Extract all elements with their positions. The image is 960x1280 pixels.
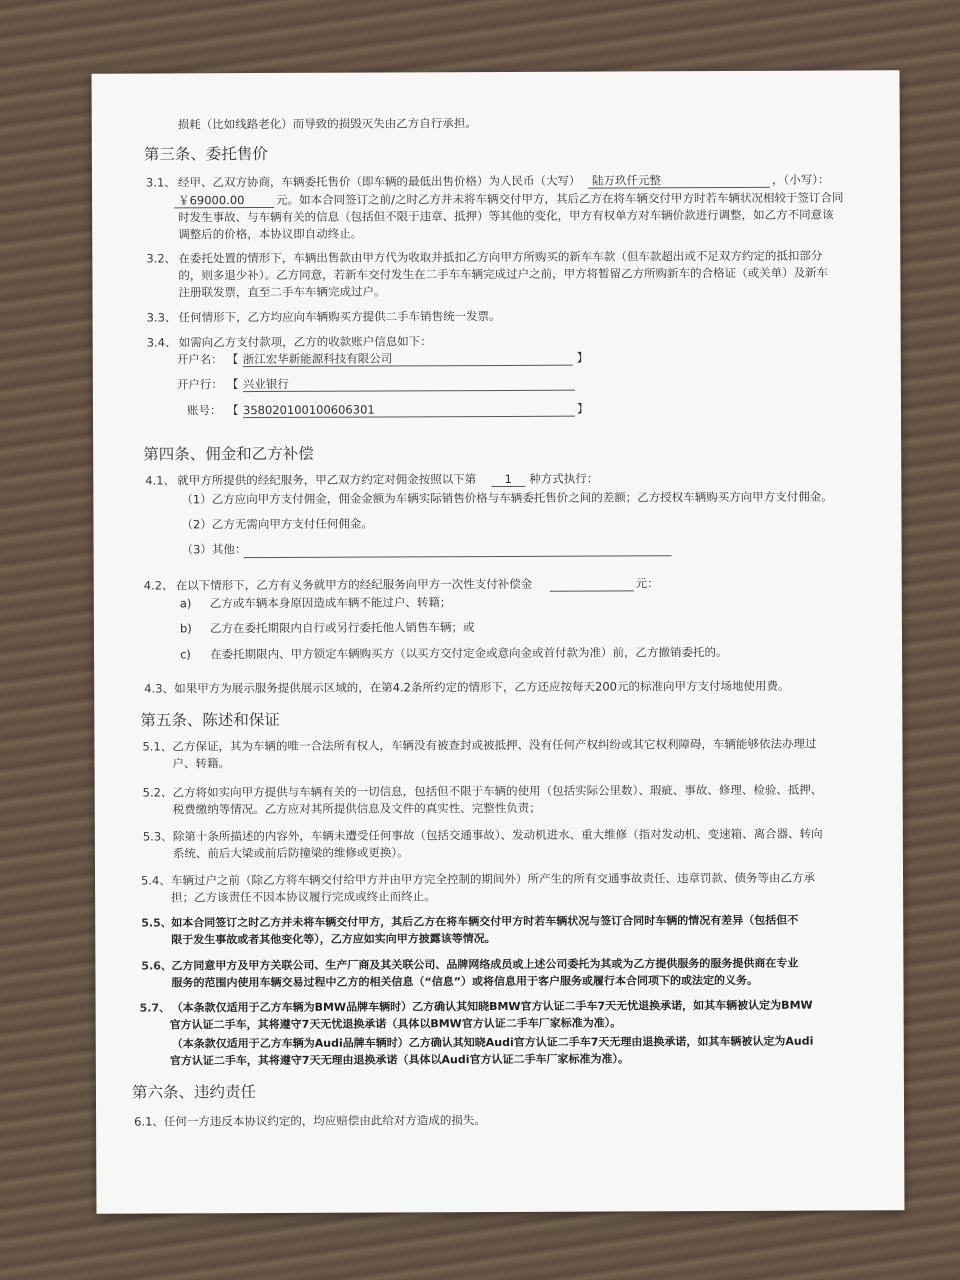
- clause-3-1-number: 3.1、: [145, 175, 176, 190]
- clause-5-2-line-1: 乙方将如实向甲方提供与车辆有关的一切信息，包括但不限于车辆的使用（包括实际公里数）、瑕疵、事故、修理、检验、抵押、: [172, 782, 823, 800]
- clause-5-4-line-2: 担；乙方该责任不因本协议履行完成或终止而终止。: [171, 889, 436, 905]
- clause-3-2-number: 3.2、: [146, 251, 177, 266]
- clause-5-7-line-1: （本条款仅适用于乙方车辆为BMW品牌车辆时）乙方确认其知晓BMW官方认证二手车7天无忧退换承诺，如其车辆被认定为BMW: [171, 998, 813, 1015]
- clause-4-1-line-1-end: 种方式执行：: [529, 471, 599, 486]
- clause-5-5-line-2: 限于发生事故或者其他变化等），乙方应如实向甲方披露该等情况。: [171, 932, 496, 947]
- commission-option-1: （1）乙方应向甲方支付佣金，佣金金额为车辆实际销售价格与车辆委托售价之间的差额；乙方授权车辆购买方向甲方支付佣金。: [181, 489, 833, 507]
- clause-4-2-line-1: 在以下情形下，乙方有义务就甲方的经纪服务向甲方一次性支付补偿金: [175, 576, 533, 593]
- clause-3-2-line-1: 在委托处置的情形下，车辆出售款由甲方代为收取并抵扣乙方向甲方所购买的新车车款（但车款超出或不足双方约定的抵扣部分: [178, 248, 823, 266]
- item-a-marker: a): [179, 596, 192, 611]
- clause-5-3-number: 5.3、: [142, 829, 173, 844]
- clause-3-3-line-1: 任何情形下，乙方均应向车辆购买方提供二手车销售统一发票。: [178, 308, 501, 325]
- clause-5-3-line-1: 除第十条所描述的内容外，车辆未遭受任何事故（包括交通事故）、发动机进水、重大维修（指对发动机、变速箱、离合器、转向: [172, 826, 823, 844]
- commission-option-field: 1: [491, 472, 525, 487]
- item-b-marker: b): [179, 621, 192, 636]
- contract-page: [92, 70, 905, 1214]
- lead-line: 损耗（比如线路老化）而导致的损毁灭失由乙方自行承担。: [177, 116, 477, 132]
- clause-3-2-line-2: 的，则多退少补）。乙方同意，若新车交付发生在二手车车辆完成过户之前，甲方将暂留乙方所购新车的合格证（或关单）及新车: [178, 265, 829, 283]
- clause-5-4-number: 5.4、: [141, 873, 171, 888]
- clause-3-4-line-1: 如需向乙方支付款项，乙方的收款账户信息如下：: [178, 334, 432, 350]
- clause-3-2-line-3: 注册联发票，直至二手车车辆完成过户。: [178, 284, 386, 300]
- clause-5-7-line-2: 官方认证二手车，其将遵守7天无忧退换承诺（具体以BMW官方认证二手车厂家标准为准）。: [169, 1016, 622, 1032]
- clause-3-3-number: 3.3、: [146, 310, 177, 325]
- clause-4-3-number: 4.3、: [144, 681, 175, 696]
- commission-option-3-label: （3）其他：: [181, 542, 247, 557]
- commission-option-3-blank: [244, 555, 672, 558]
- article-4-title: 第四条、佣金和乙方补偿: [143, 444, 314, 464]
- clause-4-1-number: 4.1、: [145, 473, 176, 488]
- clause-3-4-number: 3.4、: [146, 335, 177, 350]
- clause-5-4-line-1: 车辆过户之前（除乙方将车辆交付给甲方并由甲方完全控制的期间外）所产生的所有交通事故责任、违章罚款、债务等由乙方承: [171, 870, 816, 888]
- clause-4-1-line-1: 就甲方所提供的经纪服务，甲乙双方约定对佣金按照以下第: [177, 472, 477, 488]
- item-b-text: 乙方在委托期限内自行或另行委托他人销售车辆；或: [209, 620, 475, 636]
- clause-6-1-line-1: 6.1、任何一方违反本协议约定的，均应赔偿由此给对方造成的损失。: [134, 1113, 486, 1129]
- bank-bracket-open: 【: [226, 377, 239, 392]
- compensation-amount-blank: [550, 590, 634, 591]
- price-upper-field: 陆万玖仟元整: [588, 173, 770, 189]
- clause-5-5-line-1: 如本合同签订之时乙方并未将车辆交付甲方，其后乙方在将车辆交付甲方时若车辆状况与签订合同时车辆的情况有差异（包括但不: [171, 913, 799, 930]
- article-6-title: 第六条、违约责任: [131, 1083, 257, 1102]
- clause-5-6-line-1: 乙方同意甲方及甲方关联公司、生产厂商及其关联公司、品牌网络成员或上述公司委托为其或为乙方提供服务的服务提供商在专业: [171, 956, 799, 973]
- clause-5-6-number: 5.6、: [141, 959, 172, 973]
- clause-5-2-line-2: 税费缴纳等情况。乙方应对其所提供信息及文件的真实性、完整性负责；: [172, 800, 541, 817]
- item-a-text: 乙方或车辆本身原因造成车辆不能过户、转籍；: [209, 595, 452, 611]
- commission-option-2: （2）乙方无需向甲方支付任何佣金。: [181, 516, 373, 532]
- clause-4-3-line-1: 如果甲方为展示服务提供展示区域的，在第4.2条所约定的情形下，乙方还应按每天200元的标准向甲方支付场地使用费。: [174, 678, 790, 696]
- clause-3-1-line-1: 经甲、乙双方协商，车辆委托售价（即车辆的最低出售价格）为人民币（大写）: [177, 173, 581, 190]
- clause-3-1-line-3: 时发生事故、与车辆有关的信息（包括但不限于违章、抵押）等其他的变化，甲方有权单方对车辆价款进行调整，如乙方不同意该: [178, 207, 834, 225]
- price-lower-field: ￥69000.00: [174, 193, 274, 208]
- clause-5-3-line-2: 系统、前后大梁或前后防撞梁的维修或更换）。: [172, 845, 409, 861]
- clause-3-1-line-1-end: ，（小写）：: [771, 172, 830, 187]
- account-number-bracket-close: 】: [576, 401, 589, 416]
- clause-5-1-number: 5.1、: [142, 739, 173, 754]
- account-name-bracket-open: 【: [226, 352, 239, 367]
- account-number-label: 账号：: [186, 403, 222, 418]
- bank-field: 兴业银行: [243, 376, 575, 392]
- clause-4-2-number: 4.2、: [143, 578, 174, 593]
- item-c-marker: c): [180, 647, 191, 662]
- clause-5-7-line-4: 官方认证二手车，其将遵守7天无理由退换承诺（具体以Audi官方认证二手车厂家标准为准）。: [169, 1052, 629, 1068]
- article-3-title: 第三条、委托售价: [143, 144, 268, 164]
- clause-4-2-line-1-end: 元：: [635, 576, 659, 591]
- account-name-label: 开户名：: [176, 352, 223, 367]
- clause-5-7-line-3: （本条款仅适用于乙方车辆为Audi品牌车辆时）乙方确认其知晓Audi官方认证二手车7天无理由退换承诺，如其车辆被认定为Audi: [171, 1034, 814, 1051]
- account-number-bracket-open: 【: [226, 403, 239, 418]
- clause-5-6-line-2: 服务的范围内使用车辆交易过程中乙方的相关信息（“信息”）或将信息用于客户服务或履行本合同项下的或法定的义务。: [171, 973, 758, 990]
- clause-5-5-number: 5.5、: [141, 916, 172, 930]
- bank-label: 开户行：: [176, 377, 223, 392]
- clause-3-1-line-2: 元。如本合同签订之前/之时乙方并未将车辆交付甲方，其后乙方在将车辆交付甲方时若车辆状况相较于签订合同: [276, 190, 844, 207]
- clause-3-1-line-4: 调整后的价格，本协议即自动终止。: [178, 226, 363, 242]
- clause-5-1-line-1: 乙方保证，其为车辆的唯一合法所有权人，车辆没有被查封或被抵押、没有任何产权纠纷或其它权利障碍，车辆能够依法办理过: [172, 736, 817, 754]
- clause-5-2-number: 5.2、: [142, 785, 173, 800]
- item-c-text: 在委托期限内、甲方锁定车辆购买方（以买方交付定金或意向金或首付款为准）前，乙方撤销委托的。: [210, 644, 728, 662]
- account-name-bracket-close: 】: [576, 350, 589, 365]
- clause-5-7-number: 5.7、: [139, 1001, 171, 1015]
- clause-5-1-line-2: 户、转籍。: [172, 756, 231, 771]
- account-number-field: 358020100100606301: [243, 402, 575, 418]
- account-name-field: 浙江宏华新能源科技有限公司: [243, 351, 573, 367]
- article-5-title: 第五条、陈述和保证: [140, 710, 280, 730]
